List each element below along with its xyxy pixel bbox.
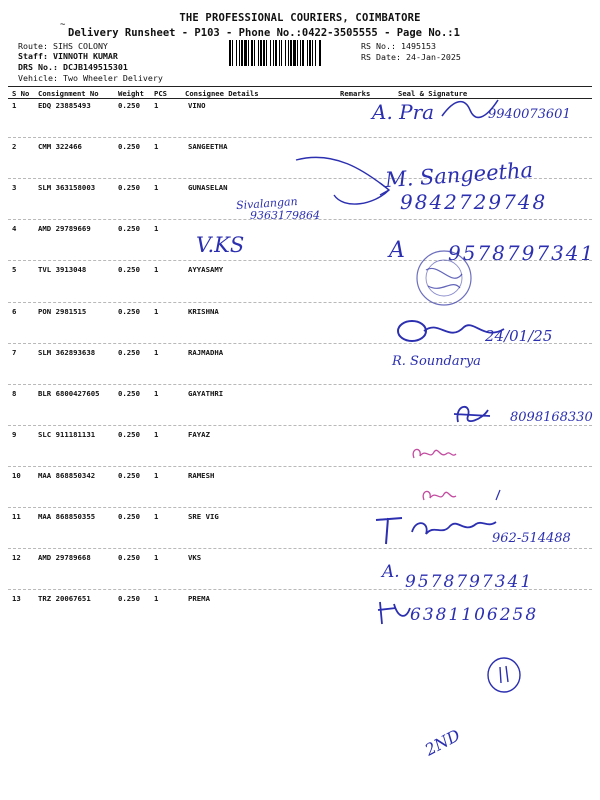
- row-weight: 0.250: [118, 224, 140, 233]
- row-pcs: 1: [154, 265, 159, 274]
- col-pcs-header: PCS: [154, 89, 167, 98]
- barcode-graphic: [229, 40, 355, 66]
- row4-signature-mark: A: [389, 238, 405, 263]
- row-pcs: 1: [154, 183, 159, 192]
- row-weight: 0.250: [118, 594, 140, 603]
- col-remarks-header: Remarks: [340, 89, 371, 98]
- row-weight: 0.250: [118, 348, 140, 357]
- row-consignee: GUNASELAN: [188, 183, 228, 192]
- row7-signature: R. Soundarya: [392, 354, 481, 369]
- row-weight: 0.250: [118, 553, 140, 562]
- row1-phone: 9940073601: [488, 107, 571, 122]
- col-sno-header: S No: [12, 89, 30, 98]
- row-sno: 2: [12, 142, 17, 151]
- row11-signature: [372, 512, 502, 548]
- row-pcs: 1: [154, 430, 159, 439]
- row10-signature: [420, 486, 515, 508]
- row-separator: [8, 425, 592, 426]
- row-sno: 13: [12, 594, 21, 603]
- route-line: Route: SIHS COLONY: [18, 41, 108, 51]
- row-consignment: BLR 6800427605: [38, 389, 100, 398]
- row-consignee: FAYAZ: [188, 430, 210, 439]
- row-separator: [8, 466, 592, 467]
- row-sno: 10: [12, 471, 21, 480]
- row-consignment: MAA 868850342: [38, 471, 96, 480]
- row-consignment: MAA 868850355: [38, 512, 96, 521]
- bottom-note: 2ND: [421, 725, 464, 760]
- row-consignee: VINO: [188, 101, 206, 110]
- row8-phone: 8098168330: [510, 410, 593, 425]
- row-sno: 3: [12, 183, 17, 192]
- row-pcs: 1: [154, 101, 159, 110]
- sheet-title: THE PROFESSIONAL COURIERS, COIMBATORE: [179, 12, 421, 24]
- col-consignment-header: Consignment No: [38, 89, 99, 98]
- row-consignment: TVL 3913048: [38, 265, 87, 274]
- col-consignee-header: Consignee Details: [185, 89, 259, 98]
- row-consignment: TRZ 20067651: [38, 594, 91, 603]
- row6-date: 24/01/25: [485, 327, 553, 345]
- row-consignee: PREMA: [188, 594, 210, 603]
- row1-signature: A. Pra: [372, 100, 435, 124]
- row-pcs: 1: [154, 307, 159, 316]
- row-separator: [8, 548, 592, 549]
- row-sno: 1: [12, 101, 17, 110]
- row-consignee: RAJMADHA: [188, 348, 224, 357]
- staff-line: Staff: VINNOTH KUMAR: [18, 51, 118, 61]
- row-consignment: SLC 911181131: [38, 430, 96, 439]
- row-consignment: CMM 322466: [38, 142, 82, 151]
- row-sno: 6: [12, 307, 17, 316]
- row3-signature: M. Sangeetha: [384, 157, 534, 193]
- page-number-circle: [484, 655, 524, 695]
- row13-phone: 6381106258: [410, 605, 539, 625]
- row8-signature: [452, 400, 492, 428]
- drs-line: DRS No.: DCJB149515301: [18, 62, 128, 72]
- row-pcs: 1: [154, 553, 159, 562]
- row-consignee: SANGEETHA: [188, 142, 228, 151]
- row-weight: 0.250: [118, 512, 140, 521]
- header-top-rule: [8, 86, 592, 87]
- row9-signature: [410, 444, 460, 466]
- row-consignment: EDQ 23885493: [38, 101, 91, 110]
- row3-note-phone: 9363179864: [250, 209, 320, 222]
- staff-value: VINNOTH KUMAR: [52, 51, 118, 61]
- row-pcs: 1: [154, 594, 159, 603]
- row-sno: 12: [12, 553, 21, 562]
- drs-value: DCJB149515301: [62, 62, 128, 72]
- stray-mark: ~: [60, 20, 66, 30]
- row12-phone: 962-514488: [492, 531, 571, 546]
- row-consignment: AMD 29789669: [38, 224, 91, 233]
- rs-date-value: 24-Jan-2025: [405, 52, 461, 62]
- row-weight: 0.250: [118, 142, 140, 151]
- row-pcs: 1: [154, 389, 159, 398]
- row4-phone: 9578797341: [448, 241, 596, 265]
- row-pcs: 1: [154, 142, 159, 151]
- rs-date-line: RS Date: 24-Jan-2025: [361, 52, 461, 62]
- row-weight: 0.250: [118, 471, 140, 480]
- row-consignment: AMD 29789668: [38, 553, 91, 562]
- row-weight: 0.250: [118, 430, 140, 439]
- row12-phone-2: 9578797341: [405, 572, 534, 592]
- rs-no-line: RS No.: 1495153: [361, 41, 436, 51]
- row-pcs: 1: [154, 471, 159, 480]
- row-consignment: PON 2981515: [38, 307, 87, 316]
- sheet-subtitle: Delivery Runsheet - P103 - Phone No.:0422-3505555 - Page No.:1: [68, 27, 460, 39]
- row-sno: 7: [12, 348, 17, 357]
- col-seal-header: Seal & Signature: [398, 89, 468, 98]
- row-pcs: 1: [154, 348, 159, 357]
- row-consignee: KRISHNA: [188, 307, 219, 316]
- row-separator: [8, 384, 592, 385]
- row3-note-name: Sivalangan: [235, 194, 299, 213]
- row-consignee: GAYATHRI: [188, 389, 224, 398]
- row3-phone: 9842729748: [400, 190, 548, 214]
- row-consignment: SLM 362893638: [38, 348, 96, 357]
- row-consignee: AYYASAMY: [188, 265, 224, 274]
- col-weight-header: Weight: [118, 89, 144, 98]
- row-sno: 8: [12, 389, 17, 398]
- row-weight: 0.250: [118, 265, 140, 274]
- row5-office-stamp: [414, 248, 474, 308]
- rs-no-value: 1495153: [400, 41, 436, 51]
- row12-signature-mark: A.: [382, 562, 400, 582]
- row-sno: 5: [12, 265, 17, 274]
- vehicle-line: Vehicle: Two Wheeler Delivery: [18, 73, 163, 83]
- row4-initials: V.KS: [196, 233, 245, 257]
- row-consignee: VKS: [188, 553, 202, 562]
- route-value: SIHS COLONY: [52, 41, 108, 51]
- header-bottom-rule: [8, 98, 592, 99]
- row-sno: 9: [12, 430, 17, 439]
- row-sno: 11: [12, 512, 21, 521]
- row-consignment: SLM 363158003: [38, 183, 96, 192]
- row-consignee: SRE VIG: [188, 512, 219, 521]
- row-weight: 0.250: [118, 389, 140, 398]
- vehicle-value: Two Wheeler Delivery: [62, 73, 163, 83]
- row-sno: 4: [12, 224, 17, 233]
- row-consignee: RAMESH: [188, 471, 215, 480]
- row-pcs: 1: [154, 224, 159, 233]
- row-separator: [8, 302, 592, 303]
- row-pcs: 1: [154, 512, 159, 521]
- row-separator: [8, 137, 592, 138]
- row-weight: 0.250: [118, 101, 140, 110]
- row-weight: 0.250: [118, 307, 140, 316]
- row-weight: 0.250: [118, 183, 140, 192]
